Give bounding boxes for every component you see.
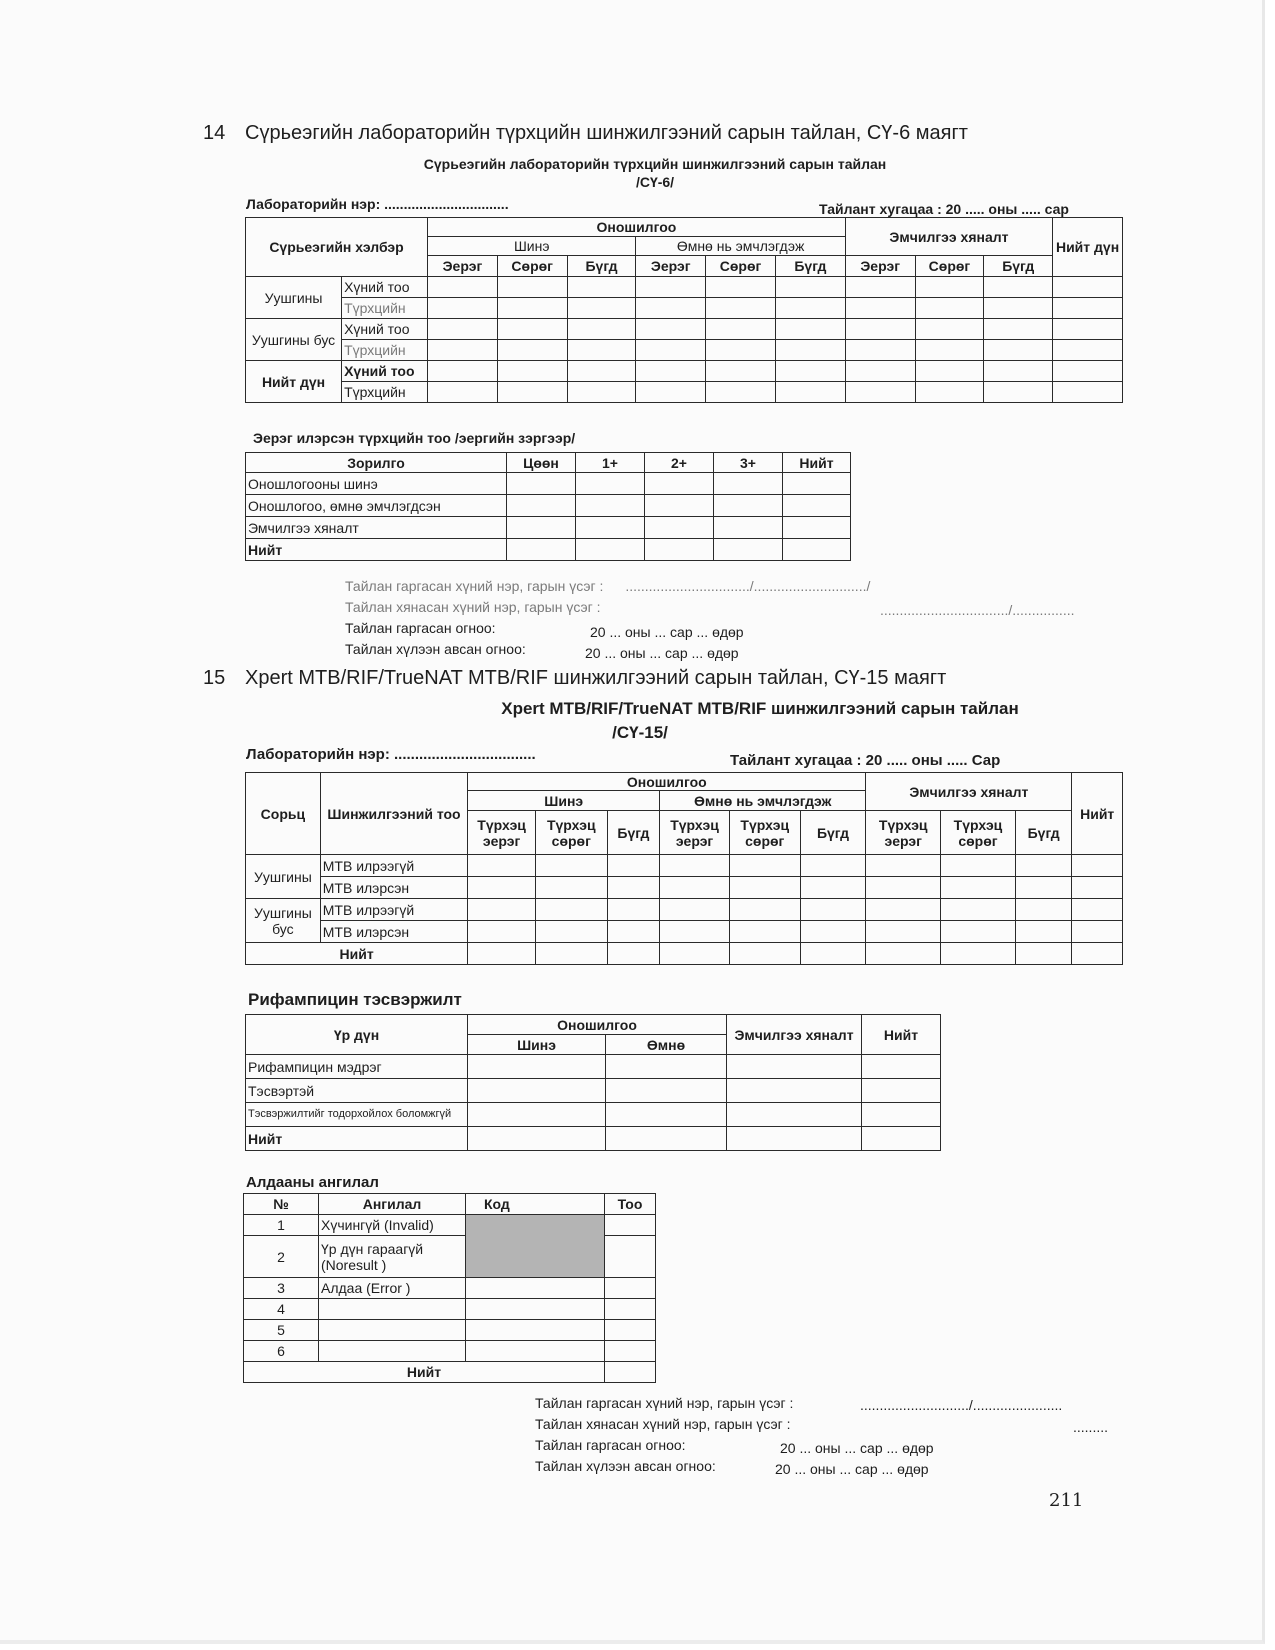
cy6-subcol: Эерэг [845, 256, 915, 277]
cy15-error-header: Ангилал [319, 1194, 466, 1215]
cy15-rif-row-label: Тэсвэржилтийг тодорхойлох боломжгүй [246, 1103, 468, 1127]
cy6-subcol: Сөрөг [497, 256, 567, 277]
cy6-row-label: Хүний тоо [342, 319, 428, 340]
cy6-received-date-value: 20 ... оны ... сар ... өдөр [585, 645, 739, 661]
section-15-title: Xpert MTB/RIF/TrueNAT MTB/RIF шинжилгээний сарын тайлан, СҮ-15 маягт [245, 667, 947, 689]
cy15-rif-row-label: Нийт [246, 1127, 468, 1151]
cy15-subcol: Түрхэц эерэг [660, 811, 730, 855]
cy15-row-label: МТВ илэрсэн [320, 877, 468, 899]
cy6-subcol: Эерэг [636, 256, 706, 277]
cy6-grade-header: Нийт [783, 453, 851, 473]
cy6-row-label: Түрхцийн [342, 298, 428, 319]
cy6-prepared-date-label: Тайлан гаргасан огноо: [345, 620, 496, 636]
cy15-period-field: Тайлант хугацаа : 20 ..... оны ..... Сар [730, 752, 1001, 769]
cy15-row-label: МТВ илэрсэн [320, 921, 468, 943]
cy6-received-date-label: Тайлан хүлээн авсан огноо: [345, 641, 526, 657]
cy15-col-new: Шинэ [468, 791, 660, 811]
cy6-grade-row-label: Нийт [246, 539, 507, 561]
cy15-error-code-shaded [466, 1215, 605, 1278]
cy15-error-label: Үр дүн гараагүй (Noresult ) [319, 1236, 466, 1278]
cy15-rif-title: Рифампицин тэсвэржилт [248, 990, 462, 1009]
cy6-row-group: Уушгины [246, 277, 342, 319]
cy15-prepared-date-label: Тайлан гаргасан огноо: [535, 1437, 686, 1453]
form-cy6-header-line1: Сүрьеэгийн лабораторийн түрхцийн шинжилгээний сарын тайлан [423, 156, 887, 172]
cy15-error-label [319, 1299, 466, 1320]
cy15-sig-reviewed-label: Тайлан хянасан хүний нэр, гарын үсэг : [535, 1416, 791, 1432]
cy15-error-total: Нийт [244, 1362, 605, 1383]
cy6-grade-header: 2+ [645, 453, 714, 473]
cy15-rif-row-label: Тэсвэртэй [246, 1079, 468, 1103]
cy15-rif-col-diagnosis: Оношилгоо [468, 1015, 727, 1035]
cy6-subcol: Бүгд [567, 256, 636, 277]
cy6-row-label: Хүний тоо [342, 277, 428, 298]
cy15-col-type: Сорьц [246, 773, 321, 855]
cy15-row-label: МТВ илрээгүй [320, 855, 468, 877]
cy6-smear-table [245, 217, 1123, 403]
cy15-error-no: 1 [244, 1215, 319, 1236]
cy15-error-label [319, 1320, 466, 1341]
cy6-prepared-date-value: 20 ... оны ... сар ... өдөр [590, 624, 744, 640]
cy15-prepared-date-value: 20 ... оны ... сар ... өдөр [780, 1440, 934, 1456]
cy6-col-monitoring: Эмчилгээ хяналт [845, 218, 1052, 256]
cy15-error-header: Тоо [605, 1194, 656, 1215]
cy6-period-field: Тайлант хугацаа : 20 ..... оны ..... сар [819, 201, 1069, 217]
cy6-sig-prepared-dots: ................................/............................./ [625, 578, 871, 594]
cy6-sig-prepared-label: Тайлан гаргасан хүний нэр, гарын үсэг : [345, 578, 604, 594]
cy6-col-pretreated: Өмнө нь эмчлэгдэж [636, 237, 845, 256]
cy15-rif-col-monitoring: Эмчилгээ хяналт [727, 1015, 862, 1055]
cy6-grade-header: Цөөн [507, 453, 576, 473]
form-cy6-header-line2: /СҮ-6/ [635, 174, 675, 190]
cy6-subcol: Сөрөг [706, 256, 776, 277]
section-14-title: Сүрьеэгийн лабораторийн түрхцийн шинжилгээний сарын тайлан, СҮ-6 маягт [245, 122, 968, 144]
cy15-error-no: 3 [244, 1278, 319, 1299]
cy6-grade-header: 3+ [714, 453, 783, 473]
cy6-subcol: Бүгд [984, 256, 1053, 277]
cy6-row-label: Хүний тоо [342, 361, 428, 382]
cy15-error-no: 2 [244, 1236, 319, 1278]
cy15-error-table [243, 1193, 656, 1383]
cy15-col-monitoring: Эмчилгээ хяналт [866, 773, 1072, 811]
cy6-grade-row-label: Оношлогооны шинэ [246, 473, 507, 495]
cy6-col-form: Сүрьеэгийн хэлбэр [246, 218, 428, 277]
cy15-subcol: Бүгд [800, 811, 866, 855]
form-cy15-header-line1: Xpert MTB/RIF/TrueNAT MTB/RIF шинжилгээний сарын тайлан [501, 699, 1019, 718]
cy6-col-diagnosis: Оношилгоо [428, 218, 846, 237]
cy15-subcol: Бүгд [607, 811, 660, 855]
cy15-rif-col-total: Нийт [862, 1015, 941, 1055]
cy6-col-total: Нийт дүн [1053, 218, 1123, 277]
cy15-error-header: Код [466, 1194, 605, 1215]
cy15-col-pretreated: Өмнө нь эмчлэгдэж [660, 791, 866, 811]
cy6-lab-name-field: Лабораторийн нэр: ................................ [246, 196, 509, 212]
cy15-col-total: Нийт [1072, 773, 1123, 855]
cy15-lab-name-field: Лабораторийн нэр: .................................. [246, 746, 536, 763]
cy6-grade-table [245, 452, 851, 561]
cy15-received-date-value: 20 ... оны ... сар ... өдөр [775, 1461, 929, 1477]
cy15-subcol: Түрхэц эерэг [866, 811, 941, 855]
cy6-row-label: Түрхцийн [342, 382, 428, 403]
cy15-error-no: 4 [244, 1299, 319, 1320]
cy6-grade-row-label: Эмчилгээ хяналт [246, 517, 507, 539]
cy15-col-diagnosis: Оношилгоо [468, 773, 866, 791]
cy6-subcol: Сөрөг [915, 256, 984, 277]
cy15-subcol: Түрхэц эерэг [468, 811, 536, 855]
cy15-sig-prepared-dots: ............................/....................... [860, 1397, 1063, 1413]
cy15-row-label: МТВ илрээгүй [320, 899, 468, 921]
section-14-heading [203, 122, 968, 145]
cy15-subcol: Түрхэц сөрөг [535, 811, 607, 855]
cy15-error-no: 5 [244, 1320, 319, 1341]
section-14-number: 14 [203, 122, 226, 144]
cy6-sig-reviewed-label: Тайлан хянасан хүний нэр, гарын үсэг : [345, 599, 601, 615]
cy15-received-date-label: Тайлан хүлээн авсан огноо: [535, 1458, 716, 1474]
cy15-col-tests: Шинжилгээний тоо [320, 773, 468, 855]
cy15-rif-col-result: Үр дүн [246, 1015, 468, 1055]
cy15-error-label: Алдаа (Error ) [319, 1278, 466, 1299]
cy6-subcol: Бүгд [775, 256, 845, 277]
cy15-sig-reviewed-dots: ......... [1073, 1419, 1109, 1435]
cy15-total-row: Нийт [246, 943, 468, 965]
form-cy15-header-line2: /СҮ-15/ [612, 723, 668, 742]
cy15-sig-prepared-label: Тайлан гаргасан хүний нэр, гарын үсэг : [535, 1395, 794, 1411]
cy6-row-group: Нийт дүн [246, 361, 342, 403]
cy15-row-group: Уушгины [246, 855, 321, 899]
cy6-subcol: Эерэг [428, 256, 498, 277]
cy15-error-title: Алдааны ангилал [246, 1174, 379, 1191]
page-number: 211 [1049, 1490, 1084, 1511]
cy6-grade-header: 1+ [576, 453, 645, 473]
cy15-error-no: 6 [244, 1341, 319, 1362]
cy15-row-group: Уушгины бус [246, 899, 321, 943]
cy15-subcol: Түрхэц сөрөг [729, 811, 800, 855]
cy15-error-label [319, 1341, 466, 1362]
cy15-subcol: Түрхэц сөрөг [941, 811, 1016, 855]
cy15-xpert-table [245, 772, 1123, 965]
cy15-error-header: № [244, 1194, 319, 1215]
cy6-col-new: Шинэ [428, 237, 636, 256]
cy15-rif-col-new: Шинэ [468, 1035, 606, 1055]
cy15-rif-table [245, 1014, 941, 1151]
cy15-subcol: Бүгд [1015, 811, 1072, 855]
cy6-table2-title: Эерэг илэрсэн түрхцийн тоо /эергийн зэргээр/ [253, 430, 576, 446]
cy6-grade-header: Зорилго [246, 453, 507, 473]
section-15-number: 15 [203, 667, 226, 689]
cy15-rif-col-previous: Өмнө [606, 1035, 727, 1055]
cy6-row-label: Түрхцийн [342, 340, 428, 361]
section-15-heading [203, 667, 946, 690]
cy6-grade-row-label: Оношлогоо, өмнө эмчлэгдсэн [246, 495, 507, 517]
cy6-sig-reviewed-dots: ................................./................ [880, 602, 1075, 618]
cy6-row-group: Уушгины бус [246, 319, 342, 361]
cy6-sig-prepared [345, 578, 870, 594]
cy15-rif-row-label: Рифампицин мэдрэг [246, 1055, 468, 1079]
cy15-error-label: Хүчингүй (Invalid) [319, 1215, 466, 1236]
